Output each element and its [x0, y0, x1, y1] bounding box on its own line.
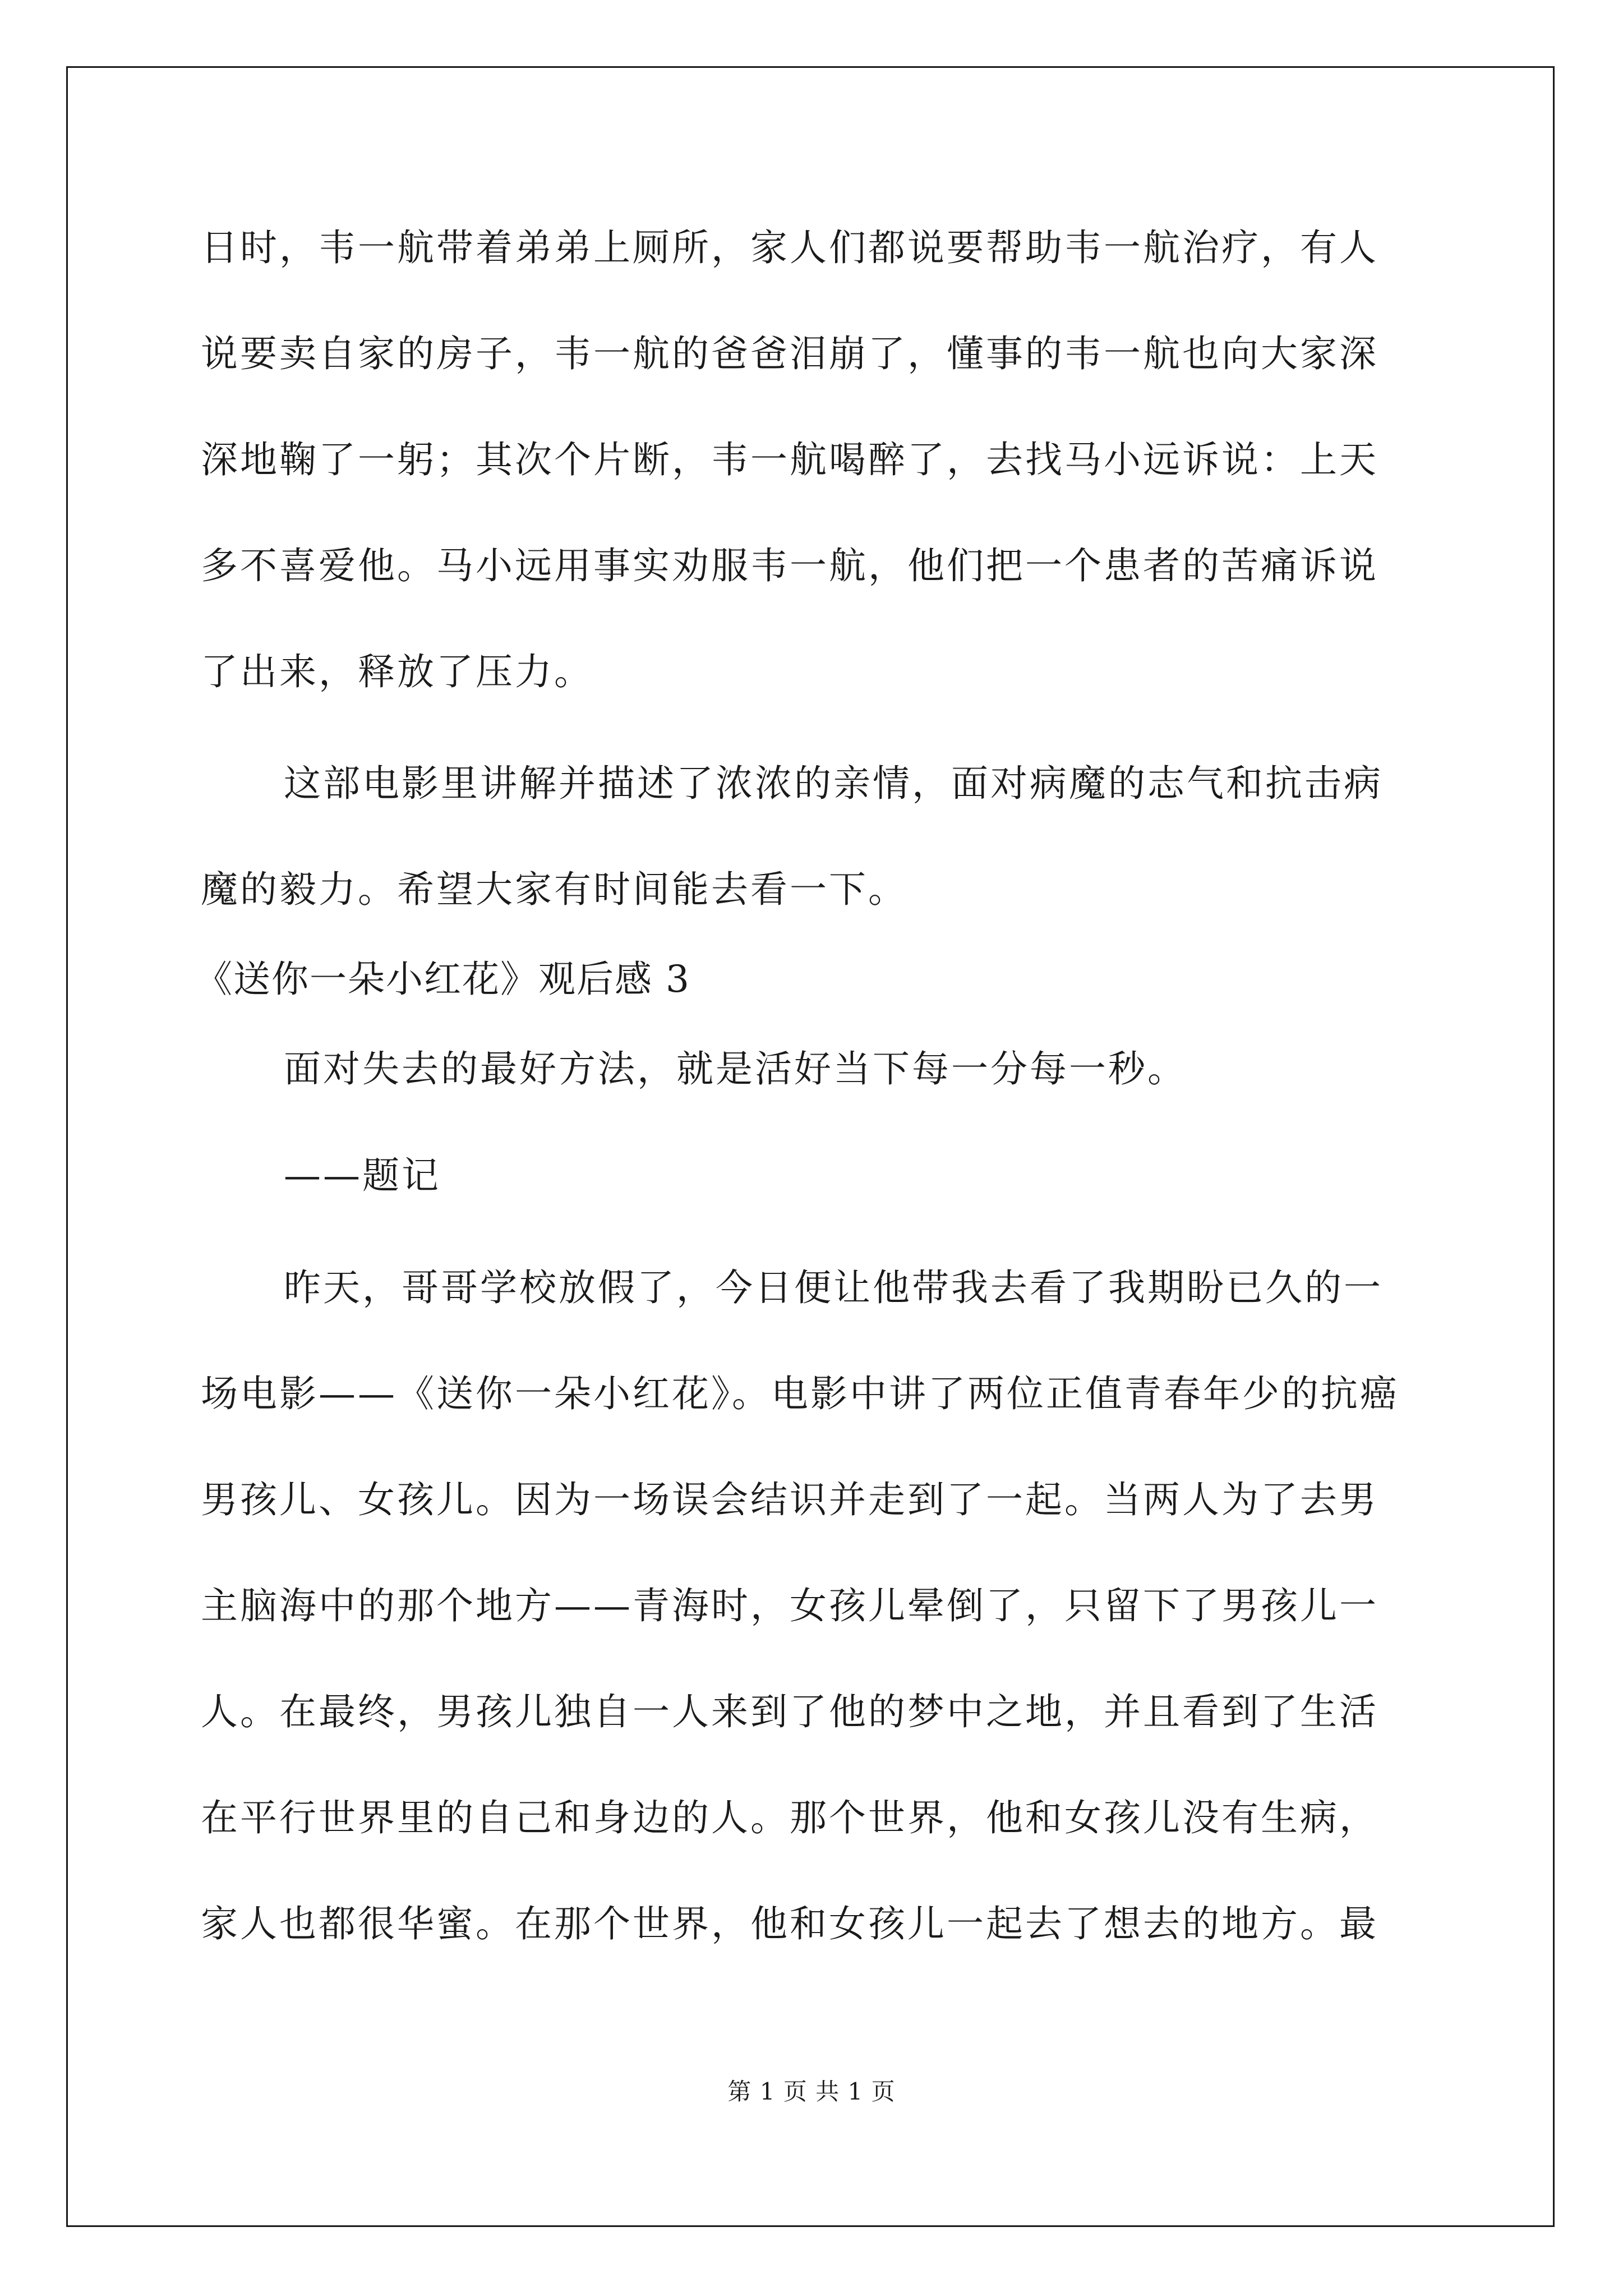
paragraph-line: 昨天，哥哥学校放假了，今日便让他带我去看了我期盼已久的一 [284, 1266, 1383, 1309]
paragraph-line: 魔的毅力。希望大家有时间能去看一下。 [201, 868, 907, 911]
paragraph-line: 日时，韦一航带着弟弟上厕所，家人们都说要帮助韦一航治疗，有人 [201, 226, 1378, 269]
paragraph-line: 家人也都很华蜜。在那个世界，他和女孩儿一起去了想去的地方。最 [201, 1902, 1378, 1945]
paragraph-line: 深地鞠了一躬；其次个片断，韦一航喝醉了，去找马小远诉说：上天 [201, 438, 1378, 481]
paragraph-line: 人。在最终，男孩儿独自一人来到了他的梦中之地，并且看到了生活 [201, 1690, 1378, 1733]
epigraph-attribution: ——题记 [284, 1154, 441, 1197]
paragraph-line: 场电影——《送你一朵小红花》。电影中讲了两位正值青春年少的抗癌 [201, 1372, 1399, 1415]
paragraph-line: 了出来，释放了压力。 [201, 650, 593, 693]
paragraph-line: 主脑海中的那个地方——青海时，女孩儿晕倒了，只留下了男孩儿一 [201, 1584, 1378, 1627]
section-heading: 《送你一朵小红花》观后感 3 [195, 958, 690, 1001]
paragraph-line: 在平行世界里的自己和身边的人。那个世界，他和女孩儿没有生病， [201, 1796, 1378, 1839]
paragraph-line: 这部电影里讲解并描述了浓浓的亲情，面对病魔的志气和抗击病 [284, 762, 1383, 805]
paragraph-line: 说要卖自家的房子，韦一航的爸爸泪崩了，懂事的韦一航也向大家深 [201, 332, 1378, 375]
paragraph-line: 面对失去的最好方法，就是活好当下每一分每一秒。 [284, 1047, 1187, 1091]
paragraph-line: 男孩儿、女孩儿。因为一场误会结识并走到了一起。当两人为了去男 [201, 1478, 1378, 1521]
page-number-footer: 第 1 页 共 1 页 [727, 2078, 896, 2105]
paragraph-line: 多不喜爱他。马小远用事实劝服韦一航，他们把一个患者的苦痛诉说 [201, 544, 1378, 587]
